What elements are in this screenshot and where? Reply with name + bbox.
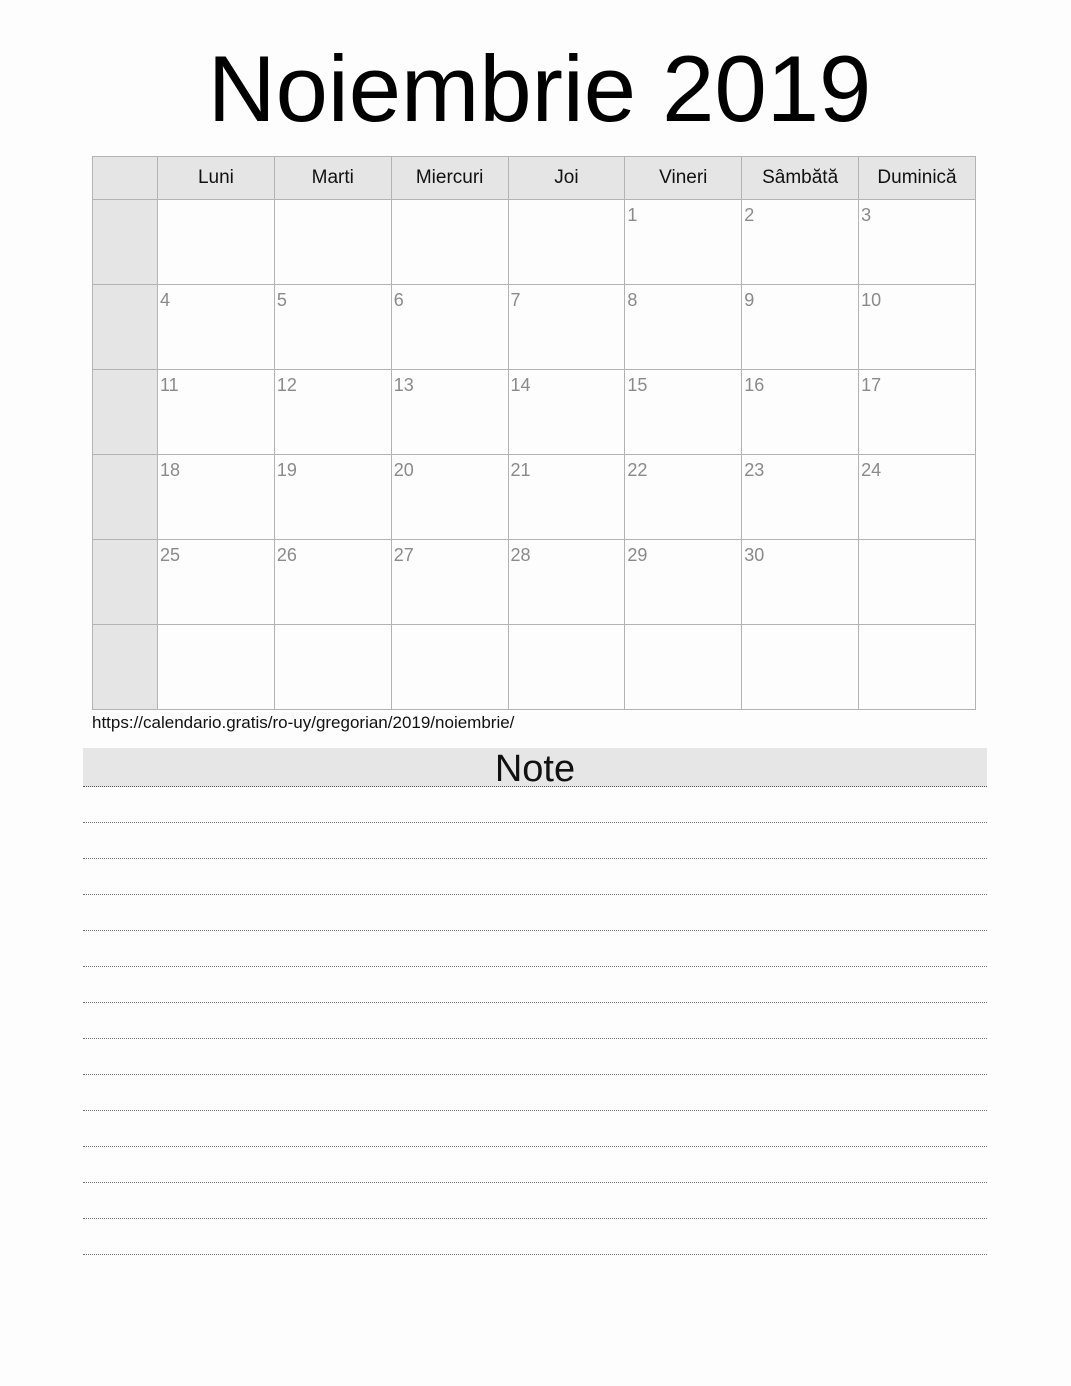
- day-number: [509, 200, 625, 205]
- day-number: 30: [744, 545, 765, 565]
- day-number: [859, 540, 975, 545]
- day-cell: [391, 200, 508, 285]
- day-cell: [274, 455, 391, 540]
- day-cell: [274, 370, 391, 455]
- day-number: 26: [276, 545, 297, 565]
- day-number: 28: [510, 545, 531, 565]
- day-cell: [158, 540, 275, 625]
- notes-title: Note: [83, 748, 987, 787]
- week-row: [93, 285, 976, 370]
- day-cell: [859, 540, 976, 625]
- day-cell: [508, 370, 625, 455]
- day-number: 9: [744, 290, 755, 310]
- day-cell: [158, 200, 275, 285]
- day-cell: [859, 455, 976, 540]
- note-line: [83, 787, 987, 823]
- weekday-header: Marti: [274, 157, 391, 200]
- day-cell: [859, 200, 976, 285]
- day-cell: [158, 455, 275, 540]
- week-number-cell: [93, 370, 158, 455]
- day-cell: [391, 625, 508, 710]
- week-row: [93, 540, 976, 625]
- day-number: 2: [744, 205, 755, 225]
- day-cell: [274, 625, 391, 710]
- day-number: 19: [276, 460, 297, 480]
- note-line: [83, 1111, 987, 1147]
- day-cell: [508, 200, 625, 285]
- day-number: [509, 625, 625, 630]
- weekday-header: Vineri: [625, 157, 742, 200]
- page-title: Noiembrie 2019: [207, 36, 872, 141]
- week-row: [93, 625, 976, 710]
- day-cell: [508, 625, 625, 710]
- week-number-cell: [93, 540, 158, 625]
- day-number: 8: [627, 290, 638, 310]
- day-cell: [274, 285, 391, 370]
- day-number: 29: [627, 545, 648, 565]
- day-number: 13: [393, 375, 414, 395]
- day-cell: [859, 625, 976, 710]
- day-number: 12: [276, 375, 297, 395]
- day-number: 16: [744, 375, 765, 395]
- day-cell: [158, 625, 275, 710]
- day-cell: [391, 455, 508, 540]
- month-calendar-grid: [92, 156, 976, 710]
- day-number: 4: [160, 290, 171, 310]
- day-number: 11: [160, 375, 179, 395]
- week-row: [93, 200, 976, 285]
- day-cell: [742, 370, 859, 455]
- week-row: [93, 455, 976, 540]
- day-cell: [625, 200, 742, 285]
- day-number: [392, 625, 508, 630]
- week-number-header: [93, 157, 158, 200]
- day-cell: [274, 540, 391, 625]
- note-line: [83, 1075, 987, 1111]
- day-number: 21: [510, 460, 531, 480]
- day-number: [742, 625, 858, 630]
- day-number: 25: [160, 545, 181, 565]
- day-cell: [391, 540, 508, 625]
- day-cell: [508, 455, 625, 540]
- day-number: 20: [393, 460, 414, 480]
- day-number: 23: [744, 460, 765, 480]
- note-line: [83, 823, 987, 859]
- note-line: [83, 1219, 987, 1255]
- day-number: [275, 625, 391, 630]
- day-cell: [625, 370, 742, 455]
- note-line: [83, 967, 987, 1003]
- day-cell: [742, 200, 859, 285]
- day-cell: [859, 370, 976, 455]
- note-line: [83, 1147, 987, 1183]
- day-number: 5: [276, 290, 287, 310]
- day-cell: [508, 540, 625, 625]
- day-number: 3: [861, 205, 872, 225]
- day-cell: [158, 285, 275, 370]
- note-line: [83, 1183, 987, 1219]
- day-number: 27: [393, 545, 414, 565]
- day-cell: [274, 200, 391, 285]
- day-number: 15: [627, 375, 648, 395]
- day-cell: [625, 540, 742, 625]
- note-line: [83, 1039, 987, 1075]
- day-cell: [742, 285, 859, 370]
- day-number: 6: [393, 290, 404, 310]
- day-number: [158, 625, 274, 630]
- week-number-cell: [93, 200, 158, 285]
- day-cell: [625, 625, 742, 710]
- notes-lines-area: [83, 787, 987, 1255]
- day-number: 17: [861, 375, 882, 395]
- day-number: 1: [627, 205, 638, 225]
- day-cell: [625, 455, 742, 540]
- day-cell: [742, 540, 859, 625]
- day-number: [625, 625, 741, 630]
- day-cell: [158, 370, 275, 455]
- weekday-header: Miercuri: [391, 157, 508, 200]
- note-line: [83, 859, 987, 895]
- week-row: [93, 370, 976, 455]
- day-number: [158, 200, 274, 205]
- weekday-header: Luni: [158, 157, 275, 200]
- week-number-cell: [93, 455, 158, 540]
- weekday-header: Sâmbătă: [742, 157, 859, 200]
- day-number: [859, 625, 975, 630]
- day-cell: [742, 625, 859, 710]
- day-cell: [742, 455, 859, 540]
- day-number: 18: [160, 460, 181, 480]
- day-number: 22: [627, 460, 648, 480]
- weekday-header: Joi: [508, 157, 625, 200]
- day-cell: [859, 285, 976, 370]
- source-url: https://calendario.gratis/ro-uy/gregorian/2019/noiembrie/: [92, 713, 515, 732]
- day-number: 24: [861, 460, 882, 480]
- day-cell: [625, 285, 742, 370]
- day-number: 7: [510, 290, 521, 310]
- day-number: [392, 200, 508, 205]
- week-number-cell: [93, 625, 158, 710]
- day-cell: [508, 285, 625, 370]
- note-line: [83, 895, 987, 931]
- weekday-header-row: [93, 157, 976, 200]
- note-line: [83, 931, 987, 967]
- day-number: [275, 200, 391, 205]
- day-cell: [391, 285, 508, 370]
- day-number: 10: [861, 290, 882, 310]
- note-line: [83, 1003, 987, 1039]
- day-number: 14: [510, 375, 531, 395]
- week-number-cell: [93, 285, 158, 370]
- weekday-header: Duminică: [859, 157, 976, 200]
- day-cell: [391, 370, 508, 455]
